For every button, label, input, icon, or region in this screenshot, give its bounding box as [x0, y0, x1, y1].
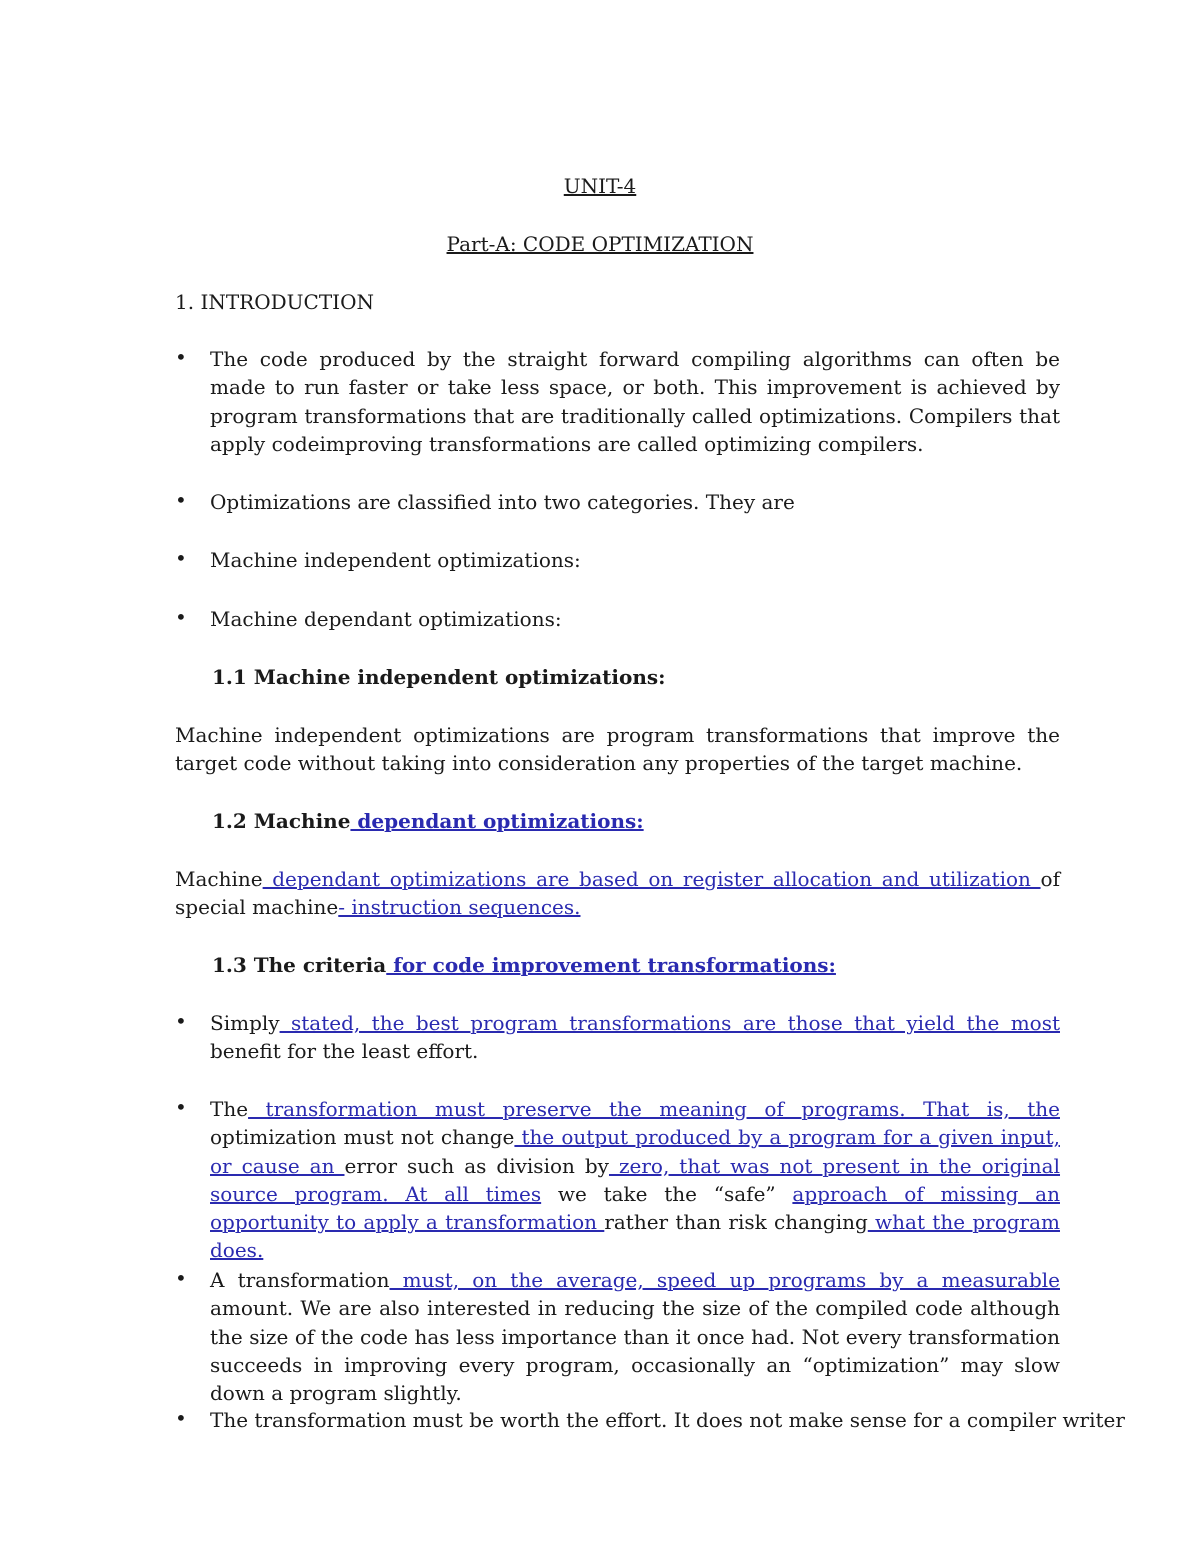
intro-bullet-4: Machine dependant optimizations: [210, 607, 562, 631]
intro-bullet-1: The code produced by the straight forward compiling algorithms can often be made to run faster or take less space, or both. This improvement is achieved by program transformations that are traditionally called optimizations. Compilers that apply codeimproving transformations are called optimizing compilers. [210, 347, 1060, 456]
bullet-icon: • [175, 1009, 187, 1033]
intro-heading: 1. INTRODUCTION [175, 290, 374, 314]
criteria-bullet-3-link[interactable]: must, on the average, speed up programs by a measurable [389, 1268, 1060, 1292]
section-1-1-heading: 1.1 Machine independent optimizations: [212, 665, 666, 689]
section-1-2-body-link-1[interactable]: dependant optimizations are based on register allocation and utilization [262, 867, 1041, 891]
section-1-3-heading-link[interactable]: for code improvement transformations: [386, 953, 836, 977]
bullet-icon: • [175, 1266, 187, 1290]
part-title: Part-A: CODE OPTIMIZATION [446, 232, 754, 256]
bullet-icon: • [175, 546, 187, 570]
criteria-bullet-1: Simply stated, the best program transformations are those that yield the most benefit for the least effort. [210, 1011, 1060, 1064]
section-1-2-heading-link[interactable]: dependant optimizations: [350, 809, 644, 833]
bullet-icon: • [175, 605, 187, 629]
unit-title: UNIT-4 [563, 174, 637, 198]
criteria-bullet-3: A transformation must, on the average, speed up programs by a measurable amount. We are also interested in reducing the size of the compiled code although the size of the code has less importance than it once had. Not every transformation succeeds in improving every program, occasionally an “optimization” may slow down a program slightly. [210, 1268, 1060, 1406]
criteria-bullet-2: The transformation must preserve the meaning of programs. That is, the optimization must not change the output produced by a program for a given input, or cause an error such as division by zero, that was not present in the original source program. At all times we take the “safe” approach of missing an opportunity to apply a transformation rather than risk changing what the program does. [210, 1097, 1061, 1263]
criteria-bullet-2-link-3[interactable]: zero, that was not present in the original source program. At all times [210, 1153, 1061, 1206]
criteria-bullet-2-link-5[interactable]: what the program does. [210, 1210, 1060, 1263]
bullet-icon: • [175, 488, 187, 512]
criteria-bullet-4: The transformation must be worth the effort. It does not make sense for a compiler writer [210, 1408, 1125, 1432]
bullet-icon: • [175, 1095, 187, 1119]
section-1-2-heading: 1.2 Machine dependant optimizations: [212, 809, 644, 833]
criteria-bullet-2-link-2[interactable]: the output produced by a program for a given input, or cause an [210, 1125, 1060, 1178]
intro-bullet-2: Optimizations are classified into two categories. They are [210, 490, 795, 514]
bullet-icon: • [175, 1406, 187, 1430]
intro-bullet-3: Machine independent optimizations: [210, 548, 581, 572]
section-1-1-body: Machine independent optimizations are program transformations that improve the target code without taking into consideration any properties of the target machine. [175, 723, 1060, 776]
criteria-bullet-2-link-4[interactable]: approach of missing an opportunity to apply a transformation [210, 1181, 1060, 1235]
bullet-icon: • [175, 345, 187, 369]
section-1-2-body-link-2[interactable]: - instruction sequences. [338, 895, 581, 920]
criteria-bullet-2-link-1[interactable]: transformation must preserve the meaning of programs. That is, the [248, 1097, 1060, 1121]
section-1-2-body: Machine dependant optimizations are based on register allocation and utilization of special machine- instruction sequences. [175, 867, 1060, 920]
section-1-3-heading: 1.3 The criteria for code improvement transformations: [212, 953, 836, 977]
criteria-bullet-1-link[interactable]: stated, the best program transformations are those that yield the most [279, 1011, 1060, 1035]
